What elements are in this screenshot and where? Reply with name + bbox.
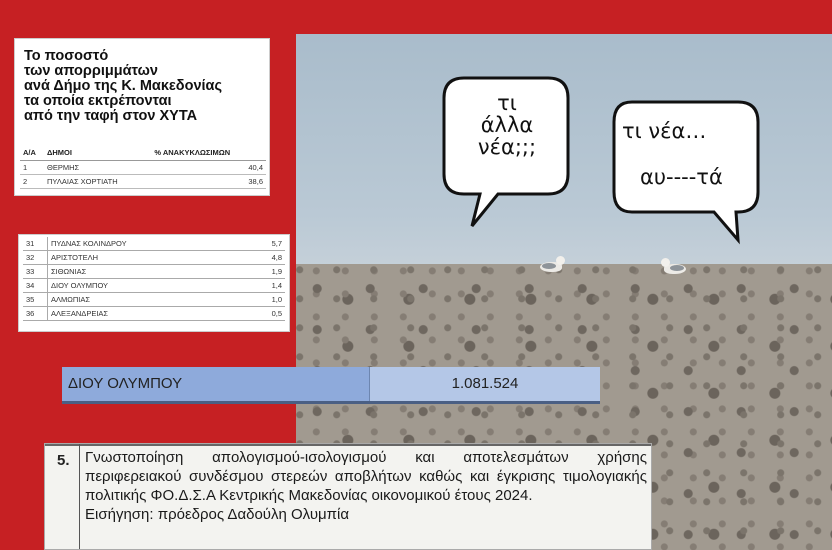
row-aa: 36 — [23, 307, 48, 321]
agenda-item-description: Γνωστοποίηση απολογισμού-ισολογισμού και αποτελεσμάτων χρήσης περιφερειακού συνδέσμου στερεών αποβλήτων καθώς και έγκρισης τιμολογιακής πολιτικής ΦΟ.Δ.Σ.Α Κεντρικής Μακεδονίας οικονομικού έτους 2024. — [85, 449, 647, 504]
row-pct: 38,6 — [151, 175, 266, 189]
row-pct: 5,7 — [245, 237, 285, 251]
row-aa: 31 — [23, 237, 48, 251]
agenda-item-text — [85, 448, 647, 524]
table-row — [23, 307, 285, 321]
row-dimos: ΑΛΜΩΠΙΑΣ — [48, 293, 246, 307]
table-row — [20, 161, 266, 175]
recycling-table-clipping-bottom — [18, 234, 290, 332]
clipping-title: Το ποσοστό των απορριμμάτων ανά Δήμο της Κ. Μακεδονίας τα οποία εκτρέπονται από την ταφή στον ΧΥΤΑ — [24, 48, 223, 124]
bubble-left-text: τι άλλα νέα;;; — [477, 91, 537, 159]
row-dimos: ΠΥΛΑΙΑΣ ΧΟΡΤΙΑΤΗ — [44, 175, 151, 189]
row-pct: 1,9 — [245, 265, 285, 279]
table-row — [23, 265, 285, 279]
municipality-value-cell: 1.081.524 — [370, 367, 600, 401]
header-aa: Α/Α — [20, 145, 44, 161]
table-row — [23, 251, 285, 265]
row-aa: 2 — [20, 175, 44, 189]
recycling-table-top — [20, 145, 266, 189]
agenda-item-rapporteur: Εισήγηση: πρόεδρος Δαδούλη Ολυμπία — [85, 506, 350, 523]
bubble-right-line2: αυ----τά — [640, 165, 723, 189]
row-pct: 1,4 — [245, 279, 285, 293]
row-pct: 40,4 — [151, 161, 266, 175]
table-row — [23, 279, 285, 293]
row-dimos: ΣΙΘΩΝΙΑΣ — [48, 265, 246, 279]
recycling-table-bottom — [23, 237, 285, 321]
header-pct: % ΑΝΑΚΥΚΛΩΣΙΜΩΝ — [151, 145, 266, 161]
agenda-number-column — [45, 444, 80, 549]
row-pct: 4,8 — [245, 251, 285, 265]
row-aa: 1 — [20, 161, 44, 175]
row-aa: 32 — [23, 251, 48, 265]
row-pct: 1,0 — [245, 293, 285, 307]
row-aa: 34 — [23, 279, 48, 293]
table-row — [20, 175, 266, 189]
row-pct: 0,5 — [245, 307, 285, 321]
row-dimos: ΑΡΙΣΤΟΤΕΛΗ — [48, 251, 246, 265]
table-row — [23, 293, 285, 307]
table-header-row — [20, 145, 266, 161]
agenda-item-number: 5. — [57, 452, 70, 469]
doc-top-rule — [45, 444, 651, 446]
agenda-document-snippet — [44, 443, 652, 550]
row-underline — [62, 401, 600, 404]
row-aa: 33 — [23, 265, 48, 279]
row-dimos: ΘΕΡΜΗΣ — [44, 161, 151, 175]
row-aa: 35 — [23, 293, 48, 307]
header-dimoi: ΔΗΜΟΙ — [44, 145, 151, 161]
row-dimos: ΑΛΕΞΑΝΔΡΕΙΑΣ — [48, 307, 246, 321]
bubble-right-line1: τι νέα… — [622, 119, 707, 143]
highlighted-municipality-row — [62, 367, 600, 401]
recycling-table-clipping-top — [14, 38, 270, 196]
table-row — [23, 237, 285, 251]
row-dimos: ΠΥΔΝΑΣ ΚΟΛΙΝΔΡΟΥ — [48, 237, 246, 251]
row-dimos: ΔΙΟΥ ΟΛΥΜΠΟΥ — [48, 279, 246, 293]
municipality-name-cell: ΔΙΟΥ ΟΛΥΜΠΟΥ — [62, 367, 370, 401]
